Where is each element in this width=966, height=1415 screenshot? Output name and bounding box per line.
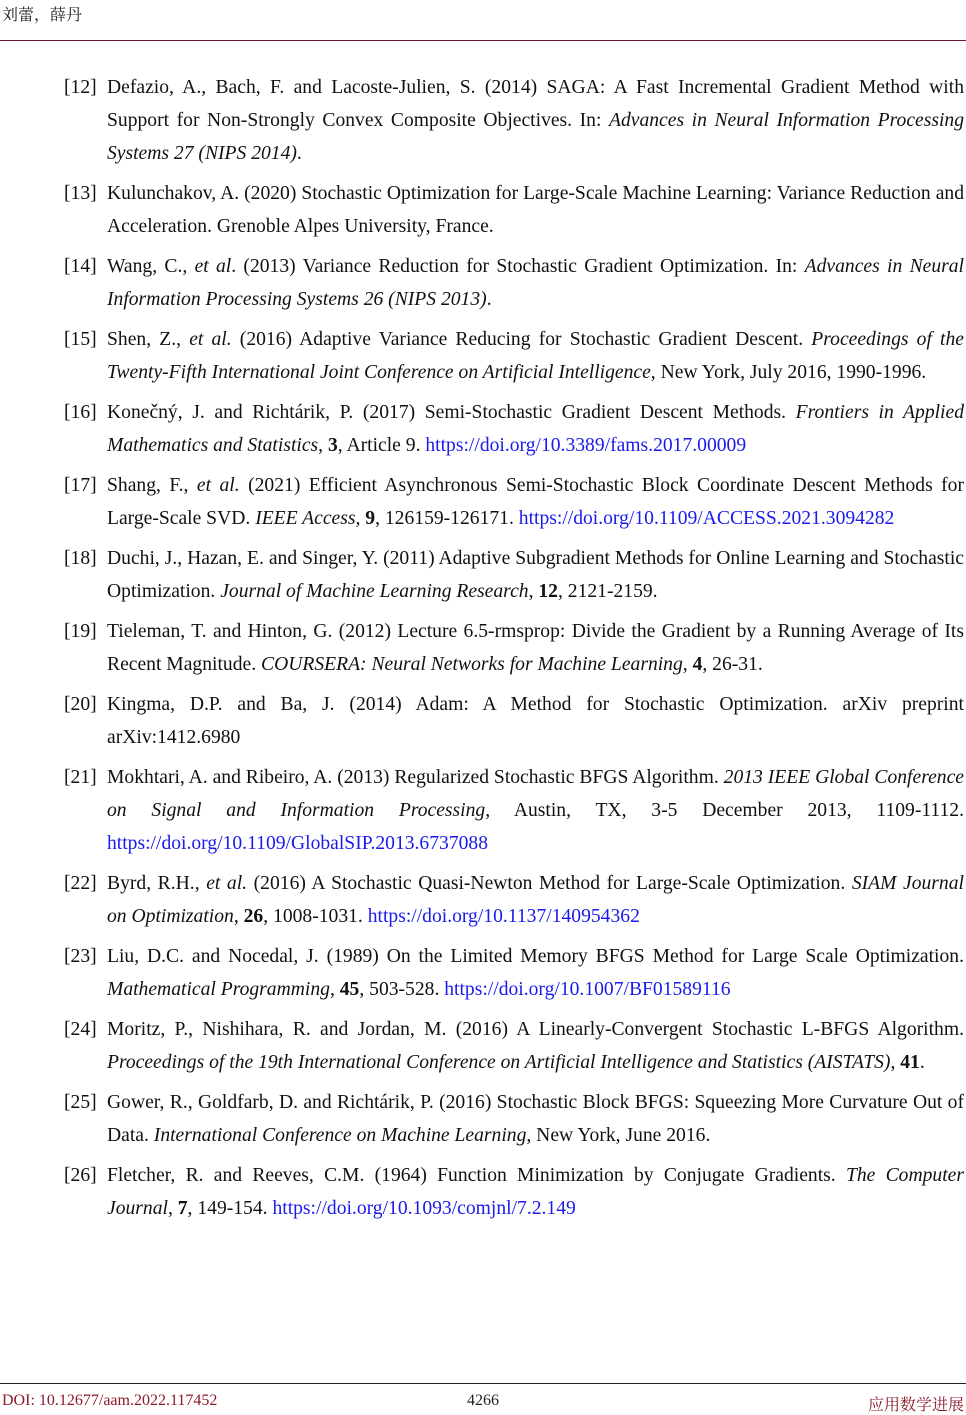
reference-text: .: [486, 289, 492, 310]
reference-list: [64, 71, 964, 1232]
reference-text: Shen, Z.,: [107, 329, 190, 350]
reference-number: [14]: [64, 256, 97, 277]
reference-text: ,: [167, 1198, 178, 1219]
reference-text: Gower, R., Goldfarb, D. and Richtárik, P. (2016) Stochastic Block BFGS: Squeezing More Curvature Out of Data.: [107, 1092, 964, 1146]
reference-text: Duchi, J., Hazan, E. and Singer, Y. (2011) Adaptive Subgradient Methods for Online Learning and Stochastic Optimization.: [107, 548, 964, 602]
reference-text: , 26-31.: [702, 654, 763, 675]
reference-doi-link[interactable]: https://doi.org/10.1137/140954362: [367, 906, 640, 927]
reference-italic-text: Journal of Machine Learning Research: [220, 581, 529, 602]
reference-text: , 2121-2159.: [557, 581, 658, 602]
reference-text: Defazio, A., Bach, F. and Lacoste-Julien, S. (2014) SAGA: A Fast Incremental Gradient Method with Support for Non-Strongly Convex Composite Objectives. In:: [107, 77, 964, 131]
footer-divider: [0, 1383, 966, 1384]
journal-name: 应用数学进展: [867, 1397, 964, 1414]
reference-item: [64, 396, 964, 462]
page-number: 4266: [467, 1392, 499, 1409]
reference-text: Kingma, D.P. and Ba, J. (2014) Adam: A Method for Stochastic Optimization. arXiv preprint arXiv:1412.6980: [107, 694, 964, 748]
reference-number: [25]: [64, 1092, 97, 1113]
reference-text: Liu, D.C. and Nocedal, J. (1989) On the Limited Memory BFGS Method for Large Scale Optimization.: [107, 946, 964, 967]
reference-volume: 4: [692, 654, 703, 675]
reference-italic-text: International Conference on Machine Learning: [153, 1125, 527, 1146]
reference-volume: 7: [177, 1198, 188, 1219]
reference-volume: 12: [538, 581, 558, 602]
reference-text: (2016) A Stochastic Quasi-Newton Method for Large-Scale Optimization.: [247, 873, 852, 894]
reference-item: [64, 688, 964, 754]
reference-text: Fletcher, R. and Reeves, C.M. (1964) Function Minimization by Conjugate Gradients.: [107, 1165, 846, 1186]
reference-text: ,: [355, 508, 366, 529]
reference-text: (2021) Efficient Asynchronous Semi-Stochastic Block Coordinate Descent Methods for Large-Scale SVD.: [107, 475, 964, 529]
header-divider: [0, 40, 966, 41]
reference-item: [64, 469, 964, 535]
reference-volume: 3: [327, 435, 338, 456]
reference-italic-text: 2013 IEEE Global Conference on Signal and Information Processing: [107, 767, 964, 821]
reference-text: ,: [528, 581, 539, 602]
reference-italic-text: Proceedings of the Twenty-Fifth International Joint Conference on Artificial Intelligence: [107, 329, 964, 383]
reference-text: Shang, F.,: [107, 475, 197, 496]
reference-item: [64, 323, 964, 389]
reference-italic-text: SIAM Journal on Optimization: [107, 873, 964, 927]
reference-item: [64, 71, 964, 170]
running-header-authors: 刘蕾，薛丹: [2, 7, 83, 24]
reference-number: [12]: [64, 77, 97, 98]
reference-number: [23]: [64, 946, 97, 967]
reference-number: [13]: [64, 183, 97, 204]
reference-volume: 41: [900, 1052, 920, 1073]
reference-italic-text: COURSERA: Neural Networks for Machine Learning: [261, 654, 683, 675]
reference-number: [21]: [64, 767, 97, 788]
reference-italic-text: et al.: [189, 329, 232, 350]
reference-italic-text: et al: [194, 256, 232, 277]
reference-italic-text: Mathematical Programming: [107, 979, 330, 1000]
reference-item: [64, 761, 964, 860]
reference-text: Tieleman, T. and Hinton, G. (2012) Lecture 6.5-rmsprop: Divide the Gradient by a Running Average of Its Recent Magnitude.: [107, 621, 964, 675]
reference-italic-text: Proceedings of the 19th International Conference on Artificial Intelligence and Statistics (AISTATS): [107, 1052, 891, 1073]
reference-item: [64, 1159, 964, 1225]
reference-number: [19]: [64, 621, 97, 642]
reference-italic-text: Frontiers in Applied Mathematics and Statistics: [107, 402, 964, 456]
reference-item: [64, 250, 964, 316]
reference-text: , Austin, TX, 3-5 December 2013, 1109-1112.: [485, 800, 964, 821]
reference-number: [15]: [64, 329, 97, 350]
reference-number: [20]: [64, 694, 97, 715]
reference-text: Moritz, P., Nishihara, R. and Jordan, M. (2016) A Linearly-Convergent Stochastic L-BFGS Algorithm.: [107, 1019, 964, 1040]
reference-doi-link[interactable]: https://doi.org/10.1109/GlobalSIP.2013.6737088: [107, 833, 489, 854]
reference-volume: 9: [365, 508, 376, 529]
reference-text: ,: [682, 654, 693, 675]
reference-text: Mokhtari, A. and Ribeiro, A. (2013) Regularized Stochastic BFGS Algorithm.: [107, 767, 724, 788]
reference-item: [64, 940, 964, 1006]
reference-text: , 126159-126171.: [375, 508, 519, 529]
reference-text: (2016) Adaptive Variance Reducing for Stochastic Gradient Descent.: [231, 329, 812, 350]
reference-text: , Article 9.: [337, 435, 426, 456]
reference-doi-link[interactable]: https://doi.org/10.1093/comjnl/7.2.149: [272, 1198, 576, 1219]
reference-text: .: [919, 1052, 925, 1073]
reference-item: [64, 177, 964, 243]
reference-item: [64, 1013, 964, 1079]
reference-text: Wang, C.,: [107, 256, 195, 277]
reference-doi-link[interactable]: https://doi.org/10.1109/ACCESS.2021.3094282: [518, 508, 895, 529]
reference-italic-text: The Computer Journal: [107, 1165, 964, 1219]
reference-text: Byrd, R.H.,: [107, 873, 207, 894]
reference-doi-link[interactable]: https://doi.org/10.3389/fams.2017.00009: [425, 435, 747, 456]
reference-number: [18]: [64, 548, 97, 569]
reference-number: [17]: [64, 475, 97, 496]
reference-volume: 26: [243, 906, 264, 927]
reference-text: . (2013) Variance Reduction for Stochastic Gradient Optimization. In:: [231, 256, 805, 277]
reference-text: ,: [890, 1052, 901, 1073]
reference-text: ,: [329, 979, 340, 1000]
reference-italic-text: Advances in Neural Information Processing Systems 26 (NIPS 2013): [107, 256, 964, 310]
reference-number: [16]: [64, 402, 97, 423]
reference-italic-text: et al.: [196, 475, 240, 496]
reference-volume: 45: [339, 979, 360, 1000]
reference-text: ,: [318, 435, 328, 456]
reference-italic-text: et al.: [206, 873, 248, 894]
reference-italic-text: IEEE Access: [255, 508, 356, 529]
reference-text: , New York, July 2016, 1990-1996.: [650, 362, 927, 383]
reference-text: , New York, June 2016.: [526, 1125, 711, 1146]
reference-text: Kulunchakov, A. (2020) Stochastic Optimization for Large-Scale Machine Learning: Variance Reduction and Acceleration. Grenoble Alpes University, France.: [107, 183, 964, 237]
reference-text: , 149-154.: [187, 1198, 273, 1219]
footer-doi: DOI: 10.12677/aam.2022.117452: [2, 1392, 218, 1409]
reference-doi-link[interactable]: https://doi.org/10.1007/BF01589116: [444, 979, 731, 1000]
reference-number: [24]: [64, 1019, 97, 1040]
reference-text: ,: [233, 906, 244, 927]
reference-item: [64, 615, 964, 681]
reference-text: , 503-528.: [359, 979, 445, 1000]
reference-number: [22]: [64, 873, 97, 894]
reference-item: [64, 542, 964, 608]
reference-text: , 1008-1031.: [263, 906, 368, 927]
reference-number: [26]: [64, 1165, 97, 1186]
reference-item: [64, 867, 964, 933]
reference-text: Konečný, J. and Richtárik, P. (2017) Semi-Stochastic Gradient Descent Methods.: [107, 402, 796, 423]
reference-italic-text: Advances in Neural Information Processing Systems 27 (NIPS 2014): [107, 110, 964, 164]
reference-text: .: [296, 143, 302, 164]
reference-item: [64, 1086, 964, 1152]
